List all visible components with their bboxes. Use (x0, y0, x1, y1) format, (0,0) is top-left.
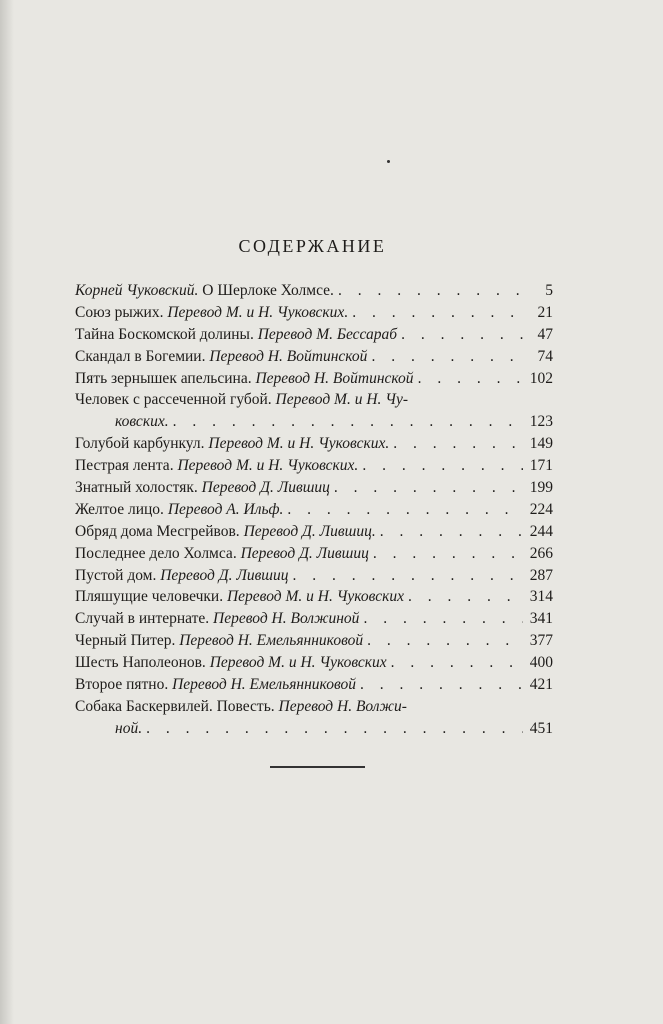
dot-leader (391, 654, 523, 672)
entry-translator: Перевод М. и Н. Чуковских (209, 654, 387, 672)
toc-entry[interactable] (75, 304, 553, 326)
dot-leader (408, 588, 523, 606)
entry-translator: Перевод Н. Волжи- (278, 697, 407, 715)
dot-leader (334, 479, 523, 497)
toc-entry[interactable] (75, 479, 553, 501)
toc-entry[interactable] (75, 698, 553, 720)
entry-translator-continued: ной. (115, 719, 143, 737)
entry-page-number: 21 (537, 303, 553, 321)
entry-translator: Перевод М. Бессараб (257, 325, 398, 343)
entry-page-number: 74 (537, 347, 553, 365)
dot-leader (146, 720, 523, 738)
entry-translator: Перевод М. и Н. Чу- (275, 391, 408, 409)
toc-entry[interactable] (75, 326, 553, 348)
entry-title: Шесть Наполеонов. (75, 654, 206, 672)
entry-page-number: 314 (529, 588, 553, 606)
page-title: СОДЕРЖАНИЕ (238, 236, 387, 256)
entry-title: Знатный холостяк. (75, 479, 198, 497)
entry-title: Голубой карбункул. (75, 435, 205, 453)
entry-author: Корней Чуковский. (75, 282, 199, 299)
dot-leader (173, 413, 523, 431)
entry-title: Черный Питер. (75, 632, 176, 650)
entry-title: Пестрая лента. (75, 457, 174, 475)
entry-page-number: 400 (529, 654, 553, 672)
entry-title: Второе пятно. (75, 676, 169, 694)
entry-title: Тайна Боскомской долины. (75, 325, 254, 343)
entry-translator: Перевод М. и Н. Чуковских. (167, 303, 349, 321)
entry-page-number: 377 (529, 632, 553, 650)
entry-translator: Перевод Н. Емельянниковой (172, 676, 356, 694)
entry-translator: Перевод Н. Емельянниковой (179, 632, 364, 650)
entry-title: Пустой дом. (75, 566, 157, 584)
entry-title: Последнее дело Холмса. (75, 544, 237, 562)
toc-entry[interactable] (75, 523, 553, 545)
dot-leader (401, 326, 523, 344)
toc-entry[interactable] (75, 457, 553, 479)
entry-title: Пляшущие человечки. (75, 588, 224, 606)
dot-leader (293, 567, 524, 585)
entry-title: О Шерлоке Холмсе. (202, 282, 334, 299)
toc-entry[interactable] (75, 610, 553, 632)
entry-translator: Перевод М. и Н. Чуковских. (177, 457, 359, 475)
entry-page-number: 123 (529, 413, 553, 431)
entry-page-number: 341 (529, 610, 553, 628)
page-edge-shadow (0, 0, 14, 1024)
toc-entry[interactable] (75, 370, 553, 392)
entry-title: Желтое лицо. (75, 500, 164, 518)
entry-translator: Перевод Н. Волжиной (213, 610, 360, 628)
entry-page-number: 171 (529, 457, 553, 475)
entry-page-number: 451 (529, 719, 553, 737)
toc-entry[interactable] (75, 435, 553, 457)
entry-title: Обряд дома Месгрейвов. (75, 522, 240, 540)
entry-translator: Перевод А. Ильф. (167, 500, 284, 518)
entry-title: Случай в интернате. (75, 610, 210, 628)
entry-translator: Перевод Д. Лившиц (201, 479, 330, 497)
toc-entry[interactable] (75, 545, 553, 567)
entry-title: Пять зернышек апельсина. (75, 369, 252, 387)
toc-entry[interactable] (75, 567, 553, 589)
dot-leader (360, 676, 523, 694)
entry-page-number: 149 (529, 435, 553, 453)
dot-leader (352, 304, 523, 322)
dot-leader (418, 370, 523, 388)
toc-entry[interactable] (75, 391, 553, 413)
entry-translator: Перевод М. и Н. Чуковских (226, 588, 404, 606)
entry-page-number: 224 (529, 500, 553, 518)
toc-entry-continuation[interactable] (75, 413, 553, 435)
entry-translator: Перевод М. и Н. Чуковских. (208, 435, 390, 453)
entry-page-number: 47 (537, 325, 553, 343)
entry-page-number: 5 (545, 282, 553, 299)
entry-translator: Перевод Н. Войтинской (255, 369, 414, 387)
entry-page-number: 266 (529, 544, 553, 562)
dot-leader (373, 545, 523, 563)
entry-translator-continued: ковских. (115, 413, 169, 431)
entry-page-number: 199 (529, 479, 553, 497)
dot-leader (287, 501, 523, 519)
closing-rule (270, 766, 365, 768)
entry-page-number: 102 (529, 369, 553, 387)
dot-leader (380, 523, 523, 541)
toc-entry[interactable] (75, 676, 553, 698)
entry-page-number: 244 (529, 522, 553, 540)
dot-leader (367, 632, 523, 650)
entry-title: Человек с рассеченной губой. (75, 391, 272, 409)
entry-title: Собака Баскервилей. Повесть. (75, 697, 275, 715)
toc-entry[interactable] (75, 501, 553, 523)
dot-leader (362, 457, 523, 475)
entry-title: Скандал в Богемии. (75, 347, 206, 365)
entry-translator: Перевод Д. Лившиц (160, 566, 289, 584)
dot-leader (371, 348, 523, 366)
entry-page-number: 287 (529, 566, 553, 584)
entry-title: Союз рыжих. (75, 303, 164, 321)
dot-leader (363, 610, 523, 628)
dot-leader (393, 435, 523, 453)
toc-entry[interactable] (75, 654, 553, 676)
table-of-contents (75, 282, 553, 742)
entry-translator: Перевод Д. Лившиц. (243, 522, 376, 540)
dot-leader (338, 282, 523, 300)
toc-entry[interactable] (75, 282, 553, 304)
toc-entry-continuation[interactable] (75, 720, 553, 742)
toc-entry[interactable] (75, 348, 553, 370)
entry-translator: Перевод Н. Войтинской (209, 347, 368, 365)
print-dot (387, 160, 390, 163)
toc-entry[interactable] (75, 632, 553, 654)
entry-translator: Перевод Д. Лившиц (240, 544, 369, 562)
toc-entry[interactable] (75, 588, 553, 610)
entry-page-number: 421 (529, 676, 553, 694)
